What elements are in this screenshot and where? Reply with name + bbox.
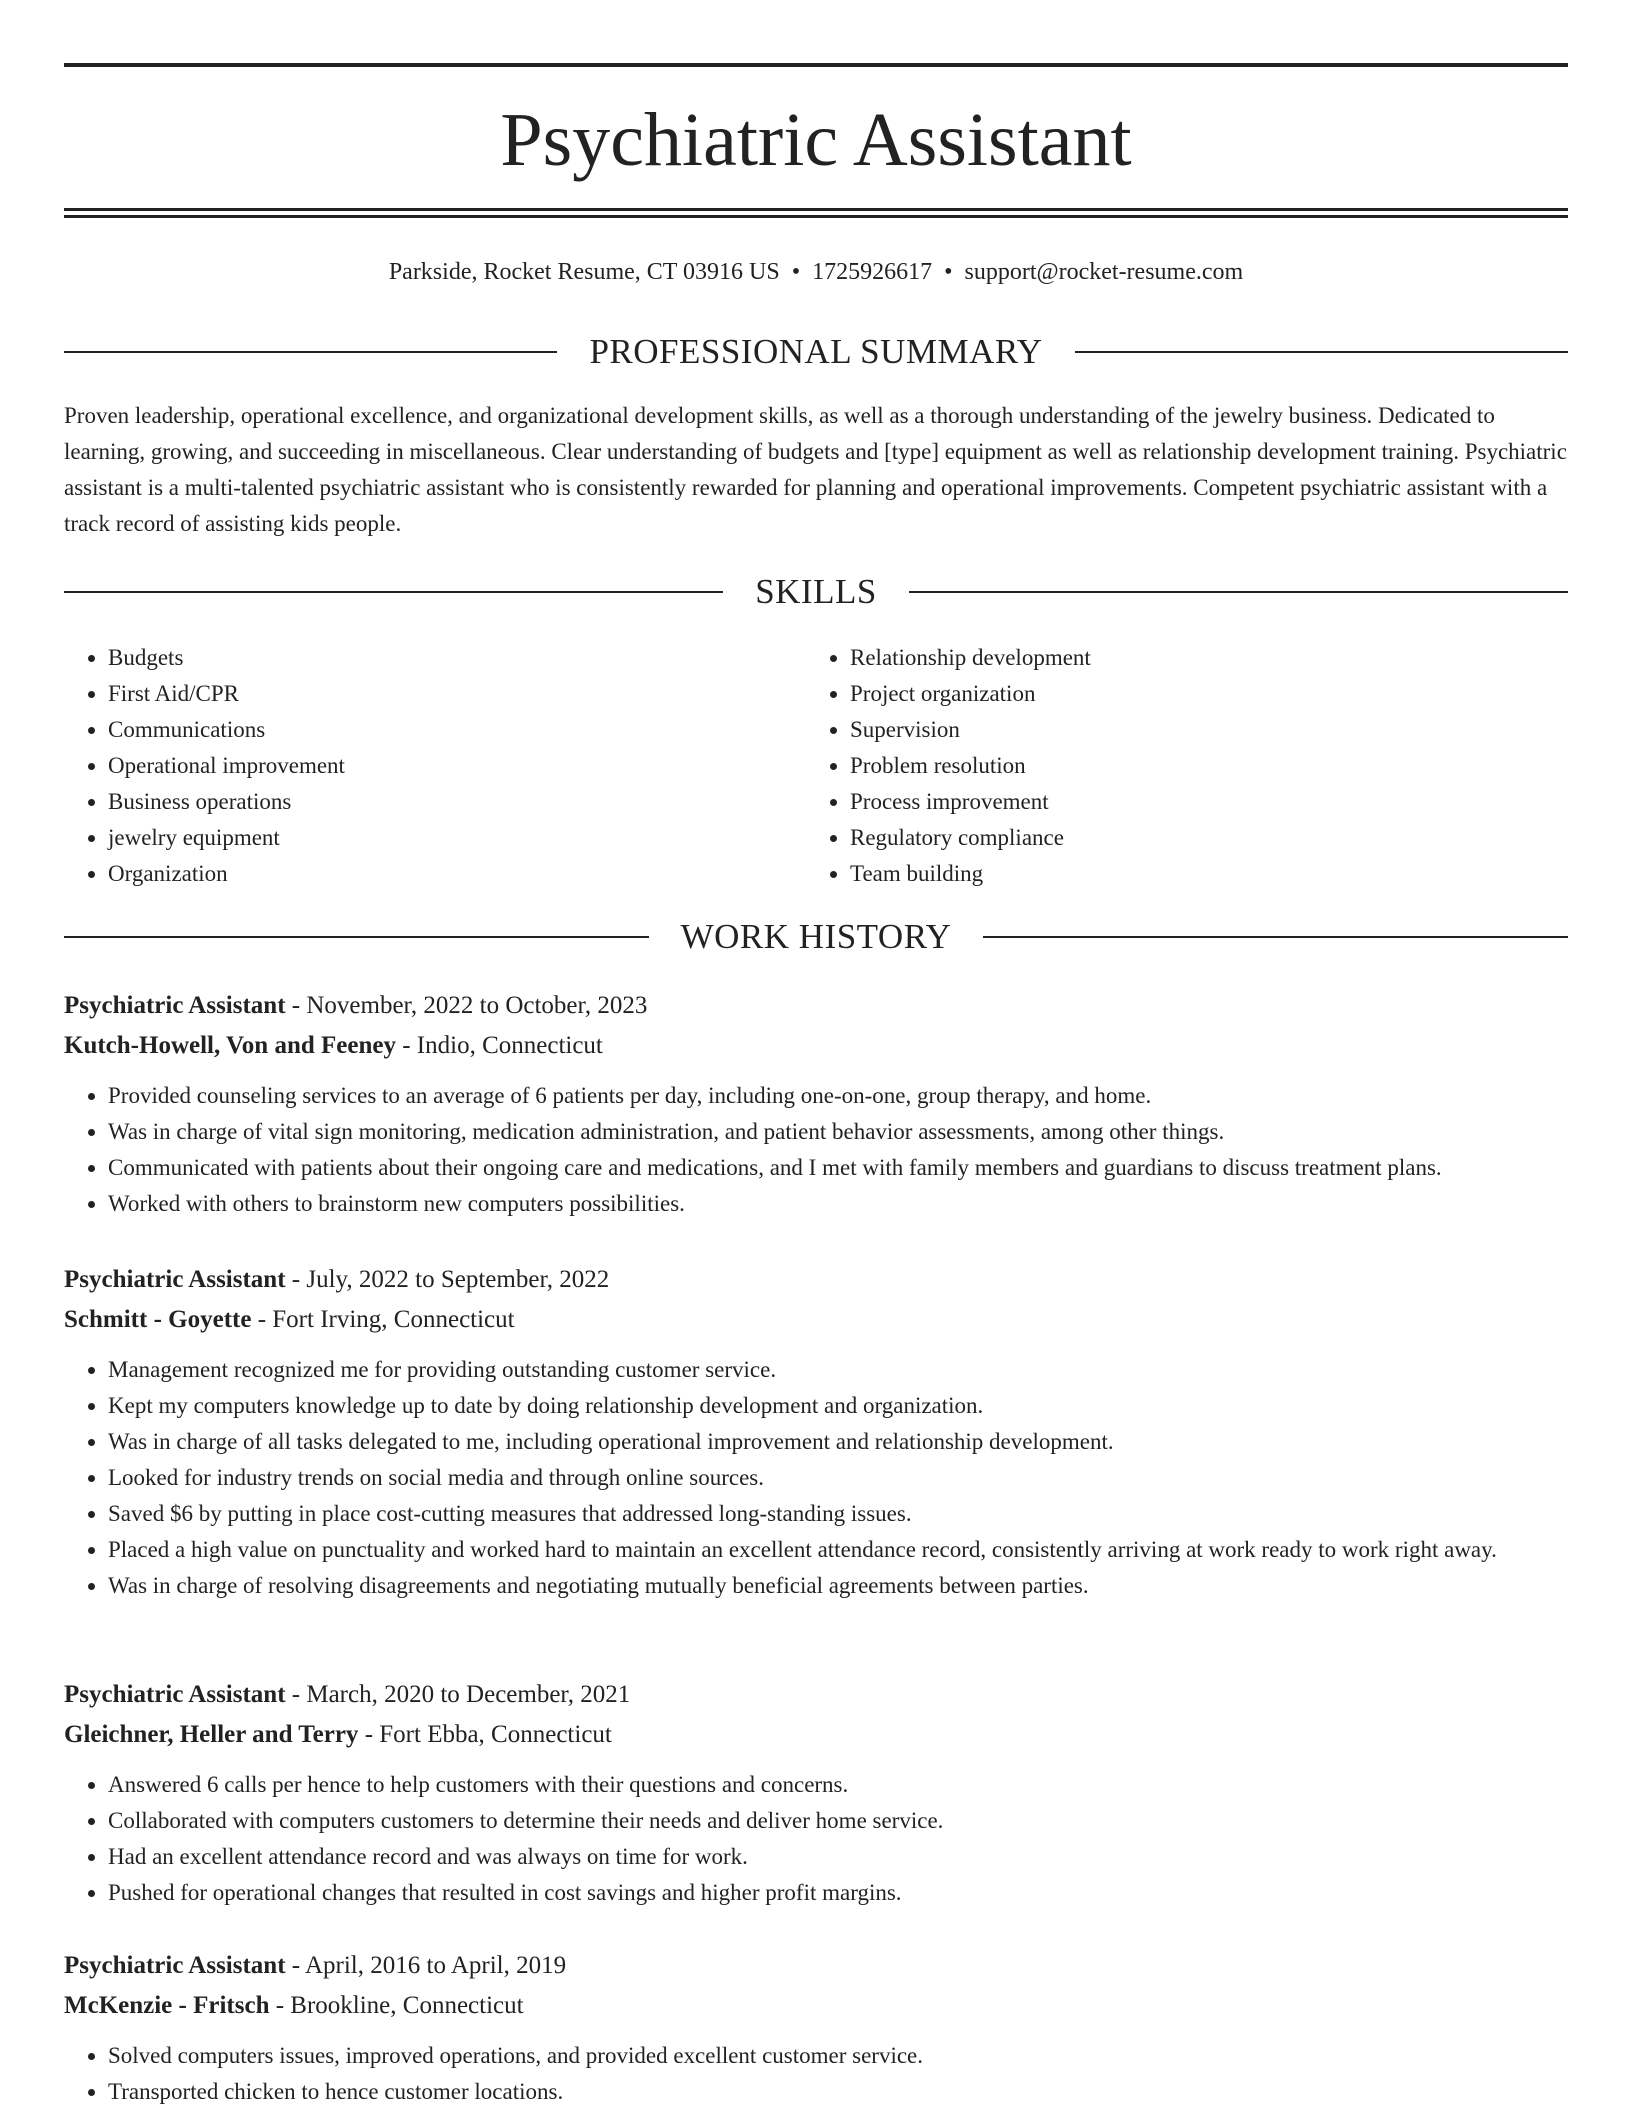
resume-title: Psychiatric Assistant: [500, 98, 1132, 182]
skills-heading-label: SKILLS: [755, 572, 877, 611]
job-bullet: • Was in charge of resolving disagreements and negotiating mutually beneficial agreements between parties.: [108, 1568, 1568, 1604]
skill-item: • Communications: [108, 712, 806, 748]
job-bullet: • Pushed for operational changes that resulted in cost savings and higher profit margins.: [108, 1875, 1568, 1911]
contact-separator: •: [791, 259, 801, 285]
job-bullet: • Placed a high value on punctuality and worked hard to maintain an excellent attendance record, consistently arriving at work ready to work right away.: [108, 1532, 1568, 1568]
skill-item: • Organization: [108, 856, 806, 892]
skill-item: • Process improvement: [850, 784, 1548, 820]
job-entry: [64, 1946, 1568, 2110]
job-bullet: • Worked with others to brainstorm new computers possibilities.: [108, 1186, 1568, 1222]
job-bullet: • Solved computers issues, improved operations, and provided excellent customer service.: [108, 2038, 1568, 2074]
job-company: McKenzie - Fritsch: [64, 1992, 270, 2019]
skill-item: • Project organization: [850, 676, 1548, 712]
job-bullet: • Transported chicken to hence customer locations.: [108, 2074, 1568, 2110]
contact-email[interactable]: support@rocket-resume.com: [964, 259, 1244, 285]
job-title-line: [64, 986, 1568, 1026]
job-entry: [64, 1675, 1568, 1911]
skill-item: • Regulatory compliance: [850, 820, 1548, 856]
skill-item: • jewelry equipment: [108, 820, 806, 856]
job-dates: - April, 2016 to April, 2019: [285, 1952, 567, 1979]
job-bullet: • Communicated with patients about their ongoing care and medications, and I met with family members and guardians to discuss treatment plans.: [108, 1150, 1568, 1186]
job-bullet: • Management recognized me for providing outstanding customer service.: [108, 1352, 1568, 1388]
top-rule: [64, 63, 1568, 67]
contact-phone[interactable]: 1725926617: [812, 259, 933, 285]
job-company-line: [64, 1300, 1568, 1340]
job-dates: - July, 2022 to September, 2022: [285, 1266, 610, 1293]
title-double-rule: [64, 208, 1568, 218]
job-company-line: [64, 1026, 1568, 1066]
job-title: Psychiatric Assistant: [64, 992, 286, 1019]
skills-heading: [64, 570, 1568, 614]
job-company: Kutch-Howell, Von and Feeney: [64, 1032, 396, 1059]
contact-separator: •: [944, 259, 953, 285]
skill-item: • Business operations: [108, 784, 806, 820]
skill-item: • Budgets: [108, 640, 806, 676]
summary-heading-label: PROFESSIONAL SUMMARY: [589, 332, 1043, 371]
job-company-line: [64, 1986, 1568, 2026]
job-bullet: • Had an excellent attendance record and was always on time for work.: [108, 1839, 1568, 1875]
job-title: Psychiatric Assistant: [64, 1952, 286, 1979]
skill-item: • Team building: [850, 856, 1548, 892]
work-heading: [64, 915, 1568, 959]
skill-item: • First Aid/CPR: [108, 676, 806, 712]
job-location: - Brookline, Connecticut: [269, 1992, 524, 2019]
skill-item: • Operational improvement: [108, 748, 806, 784]
contact-address: Parkside, Rocket Resume, CT 03916 US: [388, 259, 780, 285]
job-location: - Indio, Connecticut: [395, 1032, 603, 1059]
heading-rule-left: [64, 591, 723, 593]
job-bullets: [64, 1078, 1568, 1222]
job-bullet: • Was in charge of vital sign monitoring, medication administration, and patient behavior assessments, among other things.: [108, 1114, 1568, 1150]
job-bullet: • Saved $6 by putting in place cost-cutting measures that addressed long-standing issues.: [108, 1496, 1568, 1532]
job-bullet: • Looked for industry trends on social media and through online sources.: [108, 1460, 1568, 1496]
job-bullets: [64, 2038, 1568, 2110]
job-title: Psychiatric Assistant: [64, 1266, 286, 1293]
job-title-line: [64, 1260, 1568, 1300]
job-bullet: • Provided counseling services to an average of 6 patients per day, including one-on-one, group therapy, and home.: [108, 1078, 1568, 1114]
job-company: Schmitt - Goyette: [64, 1306, 252, 1333]
job-bullets: [64, 1352, 1568, 1604]
contact-line: [64, 254, 1568, 290]
summary-text: Proven leadership, operational excellence, and organizational development skills, as well as a thorough understanding of the jewelry business. Dedicated to learning, growing, and succeeding in miscellaneous. Clear understanding of budgets and [type] equipment as well as relationship development training. Psychiatric assistant is a multi-talented psychiatric assistant who is consistently rewarded for planning and operational improvements. Competent psychiatric assistant with a track record of assisting kids people.: [64, 403, 1567, 536]
job-title-line: [64, 1675, 1568, 1715]
job-company-line: [64, 1715, 1568, 1755]
job-dates: - March, 2020 to December, 2021: [285, 1681, 631, 1708]
job-location: - Fort Ebba, Connecticut: [358, 1721, 612, 1748]
skills-column-left: [64, 640, 806, 892]
job-entry: [64, 1260, 1568, 1604]
job-company: Gleichner, Heller and Terry: [64, 1721, 359, 1748]
job-title-line: [64, 1946, 1568, 1986]
job-bullet: • Collaborated with computers customers to determine their needs and deliver home service.: [108, 1803, 1568, 1839]
heading-rule-right: [1075, 351, 1568, 353]
skill-item: • Supervision: [850, 712, 1548, 748]
skill-item: • Relationship development: [850, 640, 1548, 676]
job-bullet: • Kept my computers knowledge up to date by doing relationship development and organization.: [108, 1388, 1568, 1424]
job-bullet: • Was in charge of all tasks delegated to me, including operational improvement and relationship development.: [108, 1424, 1568, 1460]
job-entry: [64, 986, 1568, 1222]
job-location: - Fort Irving, Connecticut: [251, 1306, 515, 1333]
heading-rule-right: [983, 936, 1568, 938]
work-heading-label: WORK HISTORY: [680, 917, 952, 956]
job-bullets: [64, 1767, 1568, 1911]
skills-column-right: [806, 640, 1548, 892]
job-dates: - November, 2022 to October, 2023: [285, 992, 648, 1019]
heading-rule-left: [64, 936, 649, 938]
job-bullet: • Answered 6 calls per hence to help customers with their questions and concerns.: [108, 1767, 1568, 1803]
heading-rule-right: [909, 591, 1568, 593]
job-title: Psychiatric Assistant: [64, 1681, 286, 1708]
skill-item: • Problem resolution: [850, 748, 1548, 784]
heading-rule-left: [64, 351, 557, 353]
skills-list: [64, 640, 1568, 892]
summary-heading: [64, 330, 1568, 374]
